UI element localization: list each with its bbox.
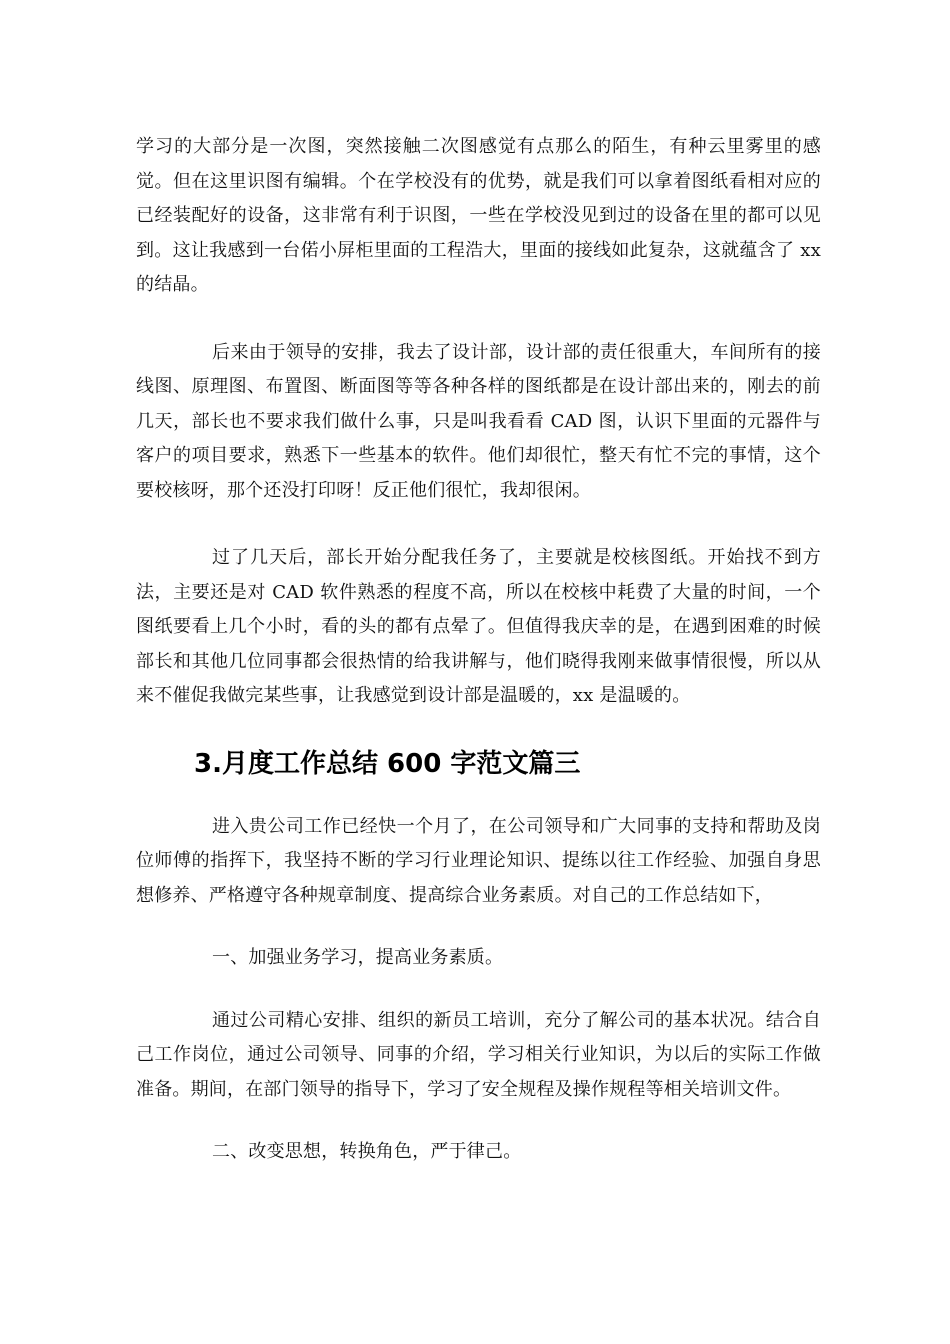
subheading-paragraph: 一、加强业务学习，提高业务素质。 [212,947,504,968]
paragraph: 进入贵公司工作已经快一个月了，在公司领导和广大同事的支持和帮助及岗位师傅的指挥下，我坚持不断的学习行业理论知识、提练以往工作经验、加强自身思想修养、严格遵守各种规章制度、提高综合业务素质。对自己的工作总结如下， [136,815,821,906]
paragraph: 过了几天后，部长开始分配我任务了，主要就是校核图纸。开始找不到方法，主要还是对 CAD 软件熟悉的程度不高，所以在校核中耗费了大量的时间，一个图纸要看上几个小时，看的头的都有点晕了。但值得我庆幸的是，在遇到困难的时候部长和其他几位同事都会很热情的给我讲解与，他们晓得我刚来做事情很慢，所以从来不催促我做完某些事，让我感觉到设计部是温暖的，xx 是温暖的。 [136,547,821,706]
paragraph: 后来由于领导的安排，我去了设计部，设计部的责任很重大，车间所有的接线图、原理图、布置图、断面图等等各种各样的图纸都是在设计部出来的，刚去的前几天，部长也不要求我们做什么事，只是叫我看看 CAD 图，认识下里面的元器件与客户的项目要求，熟悉下一些基本的软件。他们却很忙，整天有忙不完的事情，这个要校核呀，那个还没打印呀！反正他们很忙，我却很闲。 [136,341,821,501]
subheading-paragraph: 二、改变思想，转换角色，严于律己。 [212,1141,522,1162]
paragraph-continued: 学习的大部分是一次图，突然接触二次图感觉有点那么的陌生，有种云里雾里的感觉。但在这里识图有编辑。个在学校没有的优势，就是我们可以拿着图纸看相对应的已经装配好的设备，这非常有利于识图，一些在学校没见到过的设备在里的都可以见到。这让我感到一台偌小屏柜里面的工程浩大，里面的接线如此复杂，这就蕴含了 xx 的结晶。 [136,136,821,295]
section-heading: 3.月度工作总结 600 字范文篇三 [194,748,581,779]
paragraph: 通过公司精心安排、组织的新员工培训，充分了解公司的基本状况。结合自己工作岗位，通过公司领导、同事的介绍，学习相关行业知识，为以后的实际工作做准备。期间，在部门领导的指导下，学习了安全规程及操作规程等相关培训文件。 [136,1009,821,1100]
document-body [136,130,821,1170]
